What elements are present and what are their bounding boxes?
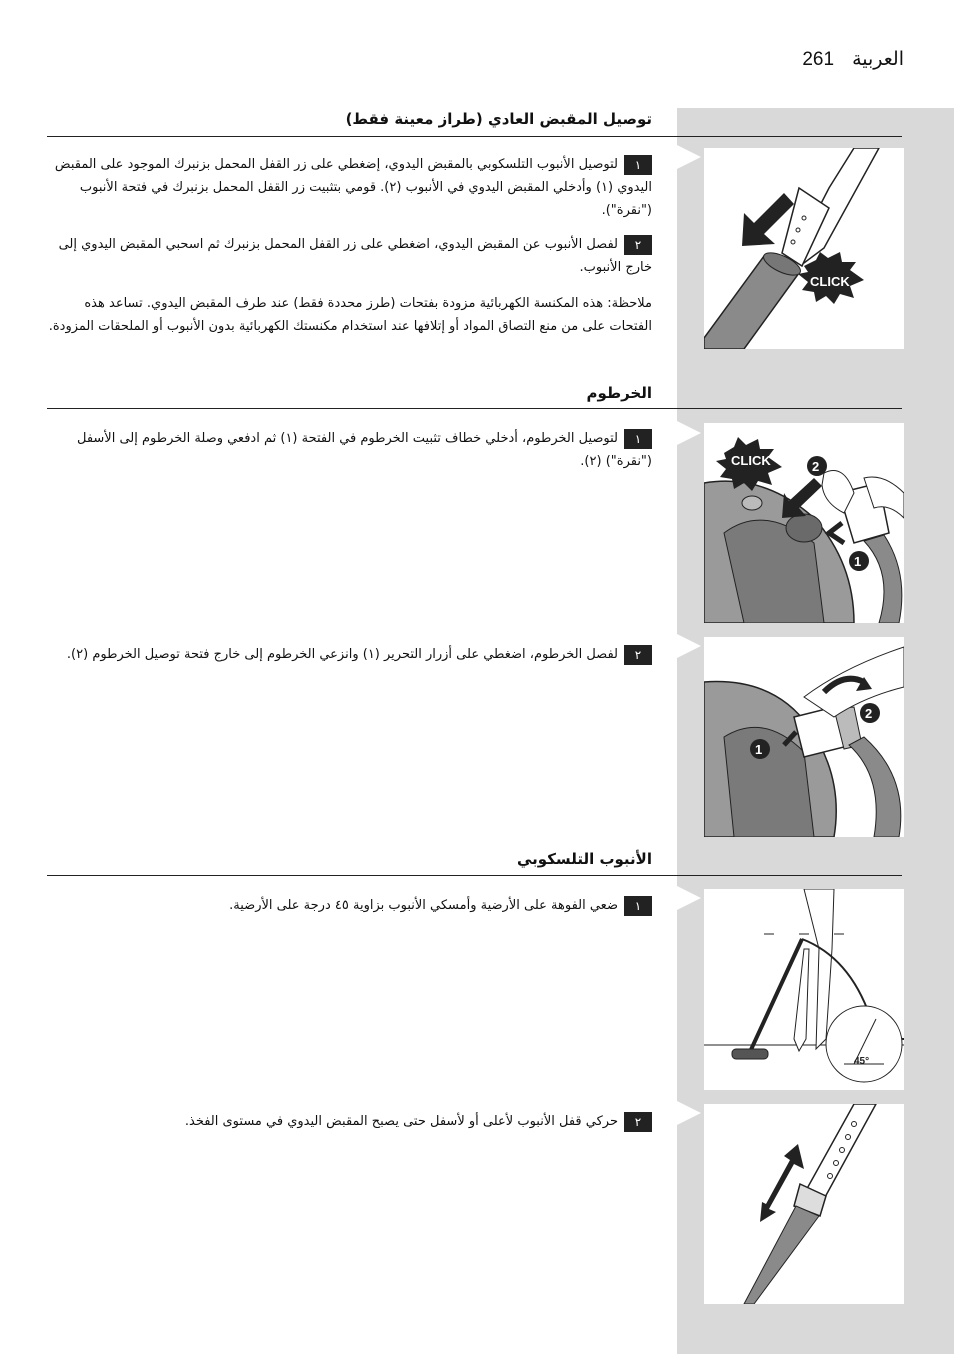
callout-notch [677,421,701,445]
step-text: حركي قفل الأنبوب لأعلى أو لأسفل حتى يصبح المقبض اليدوي في مستوى الفخذ. [184,1114,618,1129]
step-text: لفصل الأنبوب عن المقبض اليدوي، اضغطي على زر القفل المحمل بزنبرك ثم اسحبي المقبض اليدوي إلى خارج الأنبوب. [58,237,652,275]
note-handgrip: ملاحظة: هذه المكنسة الكهربائية مزودة بفتحات (طرز محددة فقط) عند طرف المقبض اليدوي. تساعد هذه الفتحات على من منع التصاق المواد أو إتلافها عند استخدام مكنستك الكهربائية بدون الأنبوب أو الملحقات المزودة. [48,296,652,334]
callout-notch [677,634,701,658]
angle-label: 45° [854,1056,870,1067]
step-number-badge: ٢ [624,1112,652,1132]
step-telescopic-1 [52,894,652,917]
section-rule [47,136,902,137]
step-text: لفصل الخرطوم، اضغطي على أزرار التحرير (١) وانزعي الخرطوم إلى خارج فتحة توصيل الخرطوم (٢). [66,647,618,662]
marker-2: 2 [812,459,820,474]
illustration-handgrip [704,148,904,349]
step-hose-1 [52,427,652,473]
step-hose-2 [52,643,652,666]
step-number-badge: ٢ [624,235,652,255]
callout-notch [677,145,701,169]
illustration-tube-adjust [704,1104,904,1304]
step-text: ضعي الفوهة على الأرضية وأمسكي الأنبوب بزاوية ٤٥ درجة على الأرضية. [229,898,618,913]
click-label: CLICK [810,274,850,289]
illustration-hose-release [704,637,904,837]
step-number-badge: ٢ [624,645,652,665]
step-number-badge: ١ [624,155,652,175]
step-number-badge: ١ [624,429,652,449]
illustration-hose-connect [704,423,904,623]
marker-1: 1 [755,742,763,757]
section-title-hose: الخرطوم [586,384,652,402]
section-rule [47,408,902,409]
header-language: العربية [852,48,904,70]
callout-notch [677,1101,701,1125]
section-title-telescopic: الأنبوب التلسكوبي [517,850,652,868]
step-handgrip-1 [52,153,652,222]
step-text: لتوصيل الأنبوب التلسكوبي بالمقبض اليدوي، إضغطي على زر القفل المحمل بزنبرك الموجود على المقبض اليدوي (١) وأدخلي المقبض اليدوي في الأنبوب (٢). قومي بتثبيت زر القفل المحمل بزنبرك في فتحة الأنبوب ("نقرة"). [54,157,652,218]
step-handgrip-2 [52,233,652,279]
page-number: 261 [802,49,835,70]
illustration-tube-angle [704,889,904,1090]
step-telescopic-2 [52,1110,652,1133]
step-text: لتوصيل الخرطوم، أدخلي خطاف تثبيت الخرطوم في الفتحة (١) ثم ادفعي وصلة الخرطوم إلى الأسفل ("نقرة") (٢). [76,431,652,469]
section-title-handgrip: توصيل المقبض العادي (طراز معينة فقط) [345,110,652,128]
marker-1: 1 [854,554,862,569]
marker-2: 2 [865,706,873,721]
callout-notch [677,886,701,910]
step-number-badge: ١ [624,896,652,916]
section-rule [47,875,902,876]
click-label: CLICK [731,453,771,468]
page-header [802,48,904,71]
